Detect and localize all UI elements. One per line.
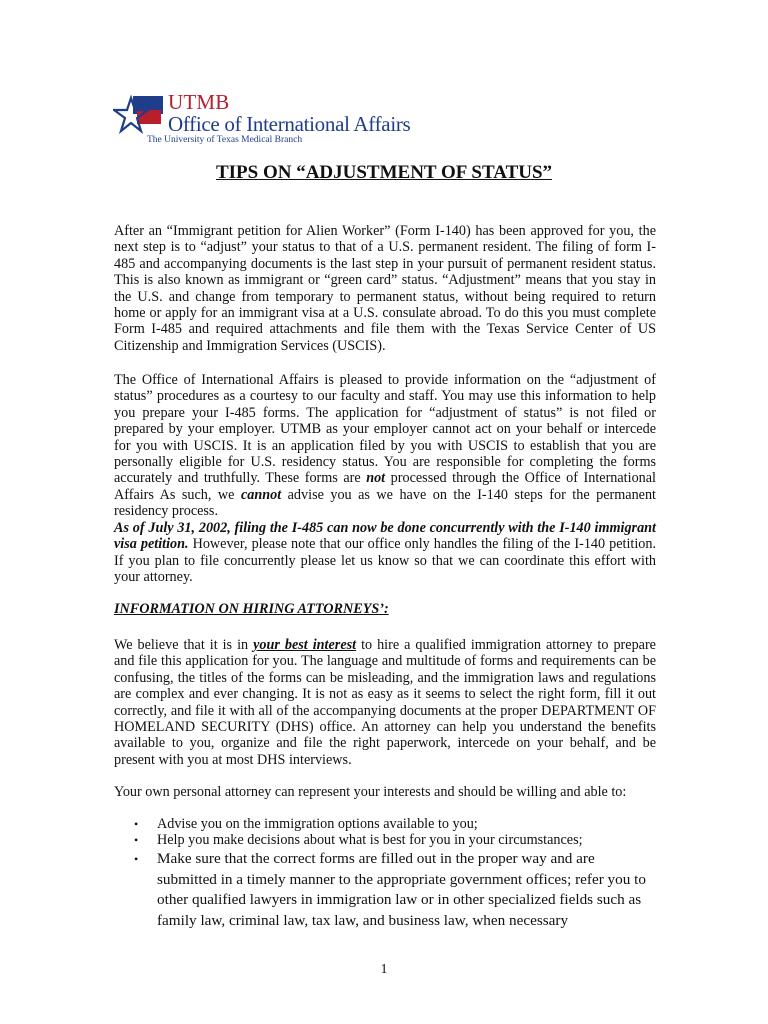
logo-utmb-text: UTMB — [168, 90, 230, 114]
courtesy-text-3: advise you as we have on the I-140 steps for the permanent residency process. — [114, 486, 656, 520]
list-item — [114, 816, 656, 832]
bullet-icon: • — [134, 817, 139, 831]
emphasis-cannot: cannot — [240, 486, 282, 503]
document-title: TIPS ON “ADJUSTMENT OF STATUS” — [215, 162, 553, 183]
attorney-paragraph — [114, 637, 656, 768]
attorneys-heading: INFORMATION ON HIRING ATTORNEYS’: — [114, 601, 389, 617]
logo-office-text: Office of International Affairs — [168, 112, 411, 136]
intro-paragraph: After an “Immigrant petition for Alien Worker” (Form I-140) has been approved for you, the next step is to “adjust” your status to that of a U.S. permanent resident. The filing of form I-485 and accompanying documents is the last step in your pursuit of permanent resident status. This is also known as immigrant or “green card” status. “Adjustment” means that you stay in the U.S. and change from temporary to permanent status, without being required to return home or apply for an immigrant visa at a U.S. consulate abroad. To do this you must complete Form I-485 and required attachments and file them with the Texas Service Center of US Citizenship and Immigration Services (USCIS). — [114, 223, 656, 354]
list-item-text: Advise you on the immigration options available to you; — [157, 816, 478, 832]
best-interest-emphasis: your best interest — [253, 637, 357, 653]
list-item-text: Help you make decisions about what is best for you in your circumstances; — [157, 832, 583, 849]
courtesy-text-2: processed through the Office of International Affairs As such, we — [114, 470, 656, 503]
bullet-icon: • — [134, 833, 139, 848]
utmb-logo — [113, 90, 433, 152]
attorney-text-1: We believe that it is in — [114, 637, 254, 653]
concurrent-filing-text: However, please note that our office only handles the filing of the I-140 petition. If you plan to file concurrently please let us know so that we can coordinate this effort with your attorney. — [114, 536, 657, 586]
attorney-duties-list — [114, 816, 656, 932]
bullet-icon: • — [134, 851, 139, 866]
courtesy-paragraph — [114, 372, 656, 520]
concurrent-filing-bold: As of July 31, 2002, filing the I-485 can now be done concurrently with the I-140 immigrant visa petition. — [114, 520, 656, 553]
concurrent-filing-paragraph — [114, 520, 656, 586]
attorney-intro-line: Your own personal attorney can represent your interests and should be willing and able to: — [114, 784, 627, 800]
list-item-text: Make sure that the correct forms are filled out in the proper way and are submitted in a timely manner to the appropriate government offices; refer you to other qualified lawyers in immigration law or in other specialized fields such as family law, criminal law, tax law, and business law, when necessary — [157, 849, 646, 930]
list-item — [114, 832, 656, 848]
list-item — [114, 849, 656, 932]
emphasis-not: not — [366, 470, 386, 487]
page-number: 1 — [380, 962, 388, 977]
logo-university-text: The University of Texas Medical Branch — [147, 135, 303, 145]
courtesy-text-1: The Office of International Affairs is pleased to provide information on the “adjustment of status” procedures as a courtesy to our faculty and staff. You may use this information to help you prepare your I-485 forms. The application for “adjustment of status” is not filed or prepared by your employer. UTMB as your employer cannot act on your behalf or intercede for you with USCIS. It is an application filed by you with USCIS to establish that you are personally eligible for U.S. residency status. You are responsible for completing the forms accurately and truthfully. These forms are — [114, 372, 656, 487]
attorney-text-2: to hire a qualified immigration attorney to prepare and file this application for you. The language and multitude of forms and requirements can be confusing, the titles of the forms can be misleading, and the immigration laws and regulations are complex and ever changing. It is not as easy as it seems to select the right form, fill it out correctly, and file it with all of the accompanying documents at the proper DEPARTMENT OF HOMELAND SECURITY (DHS) office. An attorney can help you understand the benefits available to you, organize and file the right paperwork, intercede on your behalf, and be present with you at most DHS interviews. — [114, 637, 656, 768]
